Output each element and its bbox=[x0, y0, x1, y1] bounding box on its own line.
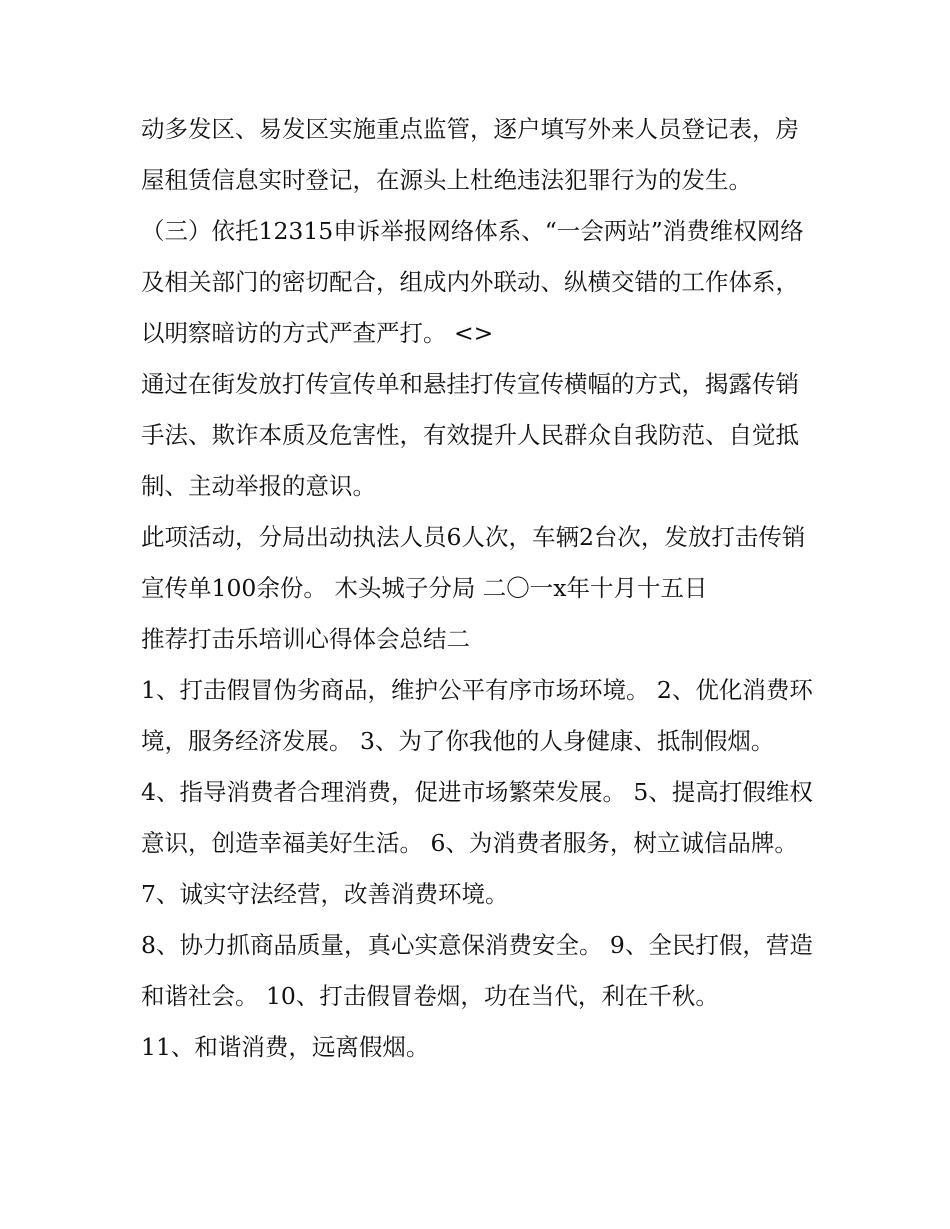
section-title: 推荐打击乐培训心得体会总结二 bbox=[141, 625, 470, 653]
paragraph-supervision: 动多发区、易发区实施重点监管，逐户填写外来人员登记表，房屋租赁信息实时登记，在源头上杜绝违法犯罪行为的发生。 bbox=[141, 115, 799, 194]
paragraph-activity-summary: 此项活动，分局出动执法人员6人次，车辆2台次，发放打击传销宣传单100余份。 木头城子分局 二〇一x年十月十五日 bbox=[141, 523, 806, 602]
slogan-list-3: 8、协力抓商品质量，真心实意保消费安全。 9、全民打假，营造和谐社会。 10、打击假冒卷烟，功在当代，利在千秋。 bbox=[141, 931, 813, 1010]
document-page bbox=[141, 104, 821, 1073]
slogan-list-2: 4、指导消费者合理消费，促进市场繁荣发展。 5、提高打假维权意识，创造幸福美好生活。 6、为消费者服务，树立诚信品牌。 7、诚实守法经营，改善消费环境。 bbox=[141, 778, 813, 908]
paragraph-publicity: 通过在街发放打传宣传单和悬挂打传宣传横幅的方式，揭露传销手法、欺诈本质及危害性，有效提升人民群众自我防范、自觉抵制、主动举报的意识。 bbox=[141, 370, 799, 500]
slogan-list-1: 1、打击假冒伪劣商品，维护公平有序市场环境。 2、优化消费环境，服务经济发展。 3、为了你我他的人身健康、抵制假烟。 bbox=[141, 676, 813, 755]
paragraph-complaint-network: （三）依托12315申诉举报网络体系、“一会两站”消费维权网络及相关部门的密切配合，组成内外联动、纵横交错的工作体系，以明察暗访的方式严查严打。 <> bbox=[141, 217, 804, 347]
slogan-list-4: 11、和谐消费，远离假烟。 bbox=[141, 1033, 430, 1061]
